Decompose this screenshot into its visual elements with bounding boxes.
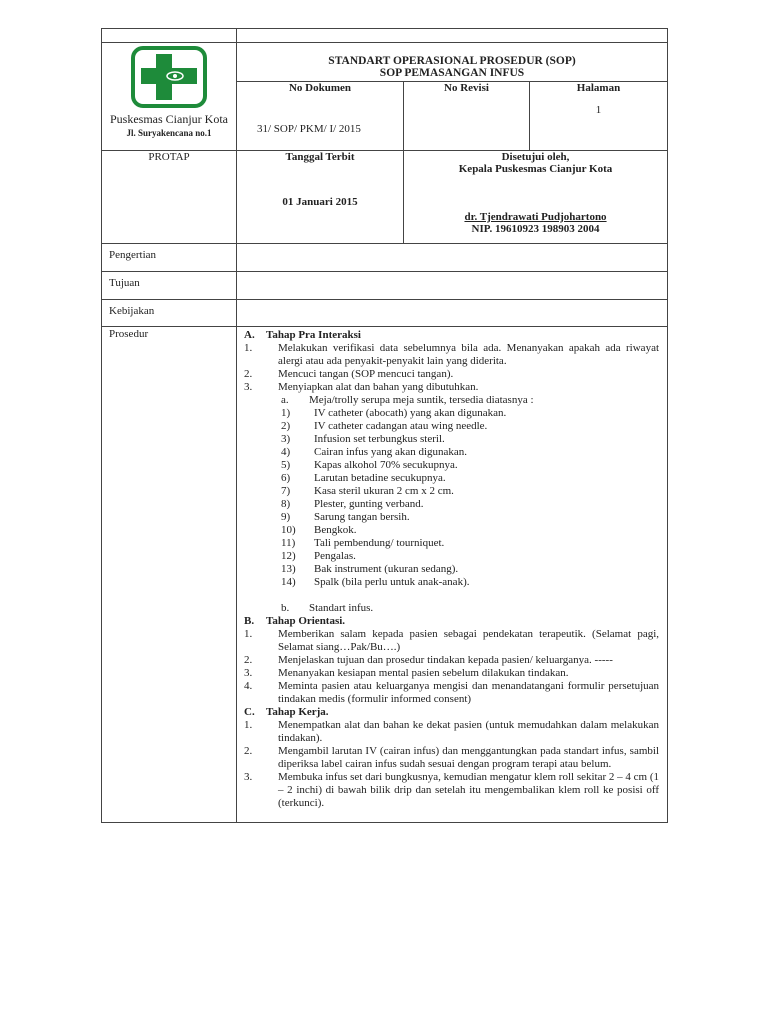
list-item: 1. Menempatkan alat dan bahan ke dekat pasien (untuk memudahkan dalam melakukan tindakan). (244, 719, 660, 744)
list-item: 1. Memberikan salam kepada pasien sebagai pendekatan terapeutik. (Selamat pagi, Selamat siang…Pak/Bu….) (244, 628, 660, 653)
header-blank-left (102, 29, 237, 43)
title-line-1: STANDART OPERASIONAL PROSEDUR (SOP) (328, 55, 576, 67)
list-item: 2. Mengambil larutan IV (cairan infus) dan menggantungkan pada standart infus, sambil diperiksa label cairan infus sudah sesuai dengan program terapi atau belum. (244, 745, 660, 770)
tool-item: 13) Bak instrument (ukuran sedang). (281, 563, 459, 575)
list-item: 3. Menanyakan kesiapan mental pasien sebelum dilakukan tindakan. (244, 667, 569, 679)
org-address: Jl. Suryakencana no.1 (126, 128, 212, 138)
sub-item-a: a. Meja/trolly serupa meja suntik, tersedia diatasnya : (281, 394, 534, 406)
approved-label: Disetujui oleh, (501, 151, 570, 163)
tool-item: 11) Tali pembendung/ tourniquet. (281, 537, 445, 549)
section-b-heading: B. Tahap Orientasi. (244, 615, 346, 627)
row-pengertian-label: Pengertian (102, 244, 237, 272)
list-item: 2. Menjelaskan tujuan dan prosedur tindakan kepada pasien/ keluarganya. ----- (244, 654, 613, 666)
header-blank-right (237, 29, 668, 43)
doc-number-label: No Dokumen (288, 82, 352, 94)
section-c-heading: C. Tahap Kerja. (244, 706, 329, 718)
list-item: 1. Melakukan verifikasi data sebelumnya bila ada. Menanyakan apakah ada riwayat alergi atau ada penyakit-penyakit lain yang diderita. (244, 342, 660, 367)
row-kebijakan-content (237, 300, 668, 327)
tool-item: 1) IV catheter (abocath) yang akan digunakan. (281, 407, 507, 419)
tool-item: 7) Kasa steril ukuran 2 cm x 2 cm. (281, 485, 454, 497)
sop-document (101, 28, 667, 823)
row-kebijakan-label: Kebijakan (102, 300, 237, 327)
tool-item: 14) Spalk (bila perlu untuk anak-anak). (281, 576, 470, 588)
title-cell (237, 43, 668, 82)
row-pengertian-content (237, 244, 668, 272)
tool-item: 8) Plester, gunting verband. (281, 498, 424, 510)
page-value: 1 (595, 104, 602, 116)
row-tujuan-content (237, 272, 668, 300)
section-a-heading: A. Tahap Pra Interaksi (244, 329, 361, 341)
logo-cell (102, 43, 237, 151)
list-item: 2. Mencuci tangan (SOP mencuci tangan). (244, 368, 454, 380)
procedure-content (237, 327, 668, 823)
title-line-2: SOP PEMASANGAN INFUS (379, 67, 525, 79)
revision-cell (404, 82, 530, 151)
approved-by-title: Kepala Puskesmas Cianjur Kota (458, 163, 613, 175)
doc-number-value: 31/ SOP/ PKM/ I/ 2015 (257, 123, 361, 135)
tool-item: 10) Bengkok. (281, 524, 357, 536)
signer-nip: NIP. 19610923 198903 2004 (471, 223, 600, 235)
protap-cell (102, 151, 237, 244)
doc-number-cell (237, 82, 404, 151)
page-cell (530, 82, 668, 151)
tool-item: 4) Cairan infus yang akan digunakan. (281, 446, 468, 458)
row-tujuan-label: Tujuan (102, 272, 237, 300)
tool-item: 2) IV catheter cadangan atau wing needle. (281, 420, 488, 432)
tool-item: 6) Larutan betadine secukupnya. (281, 472, 446, 484)
revision-label: No Revisi (444, 82, 489, 94)
protap-label: PROTAP (148, 151, 190, 163)
org-name: Puskesmas Cianjur Kota (110, 112, 228, 126)
list-item: 3. Membuka infus set dari bungkusnya, kemudian mengatur klem roll sekitar 2 – 4 cm (1 – 2 inchi) di bawah bilik drip dan setelah itu mengembalikan klem roll ke posisi off (terkunci). (244, 771, 660, 809)
tool-item: 3) Infusion set terbungkus steril. (281, 433, 445, 445)
approval-cell (404, 151, 668, 244)
sop-table (101, 28, 668, 823)
tool-item: 9) Sarung tangan bersih. (281, 511, 410, 523)
date-cell (237, 151, 404, 244)
date-label: Tanggal Terbit (285, 151, 355, 163)
page-label: Halaman (576, 82, 621, 94)
row-prosedur-label: Prosedur (102, 327, 237, 823)
signer-name: dr. Tjendrawati Pudjohartono (464, 211, 607, 223)
tool-item: 5) Kapas alkohol 70% secukupnya. (281, 459, 458, 471)
puskesmas-logo-icon (131, 46, 207, 108)
list-item: 3. Menyiapkan alat dan bahan yang dibutuhkan. (244, 381, 479, 393)
tool-item: 12) Pengalas. (281, 550, 356, 562)
date-value: 01 Januari 2015 (282, 196, 358, 208)
sub-item-b: b. Standart infus. (281, 602, 374, 614)
list-item: 4. Meminta pasien atau keluarganya mengisi dan menandatangani formulir persetujuan tindakan medis (formulir informed consent) (244, 680, 660, 705)
